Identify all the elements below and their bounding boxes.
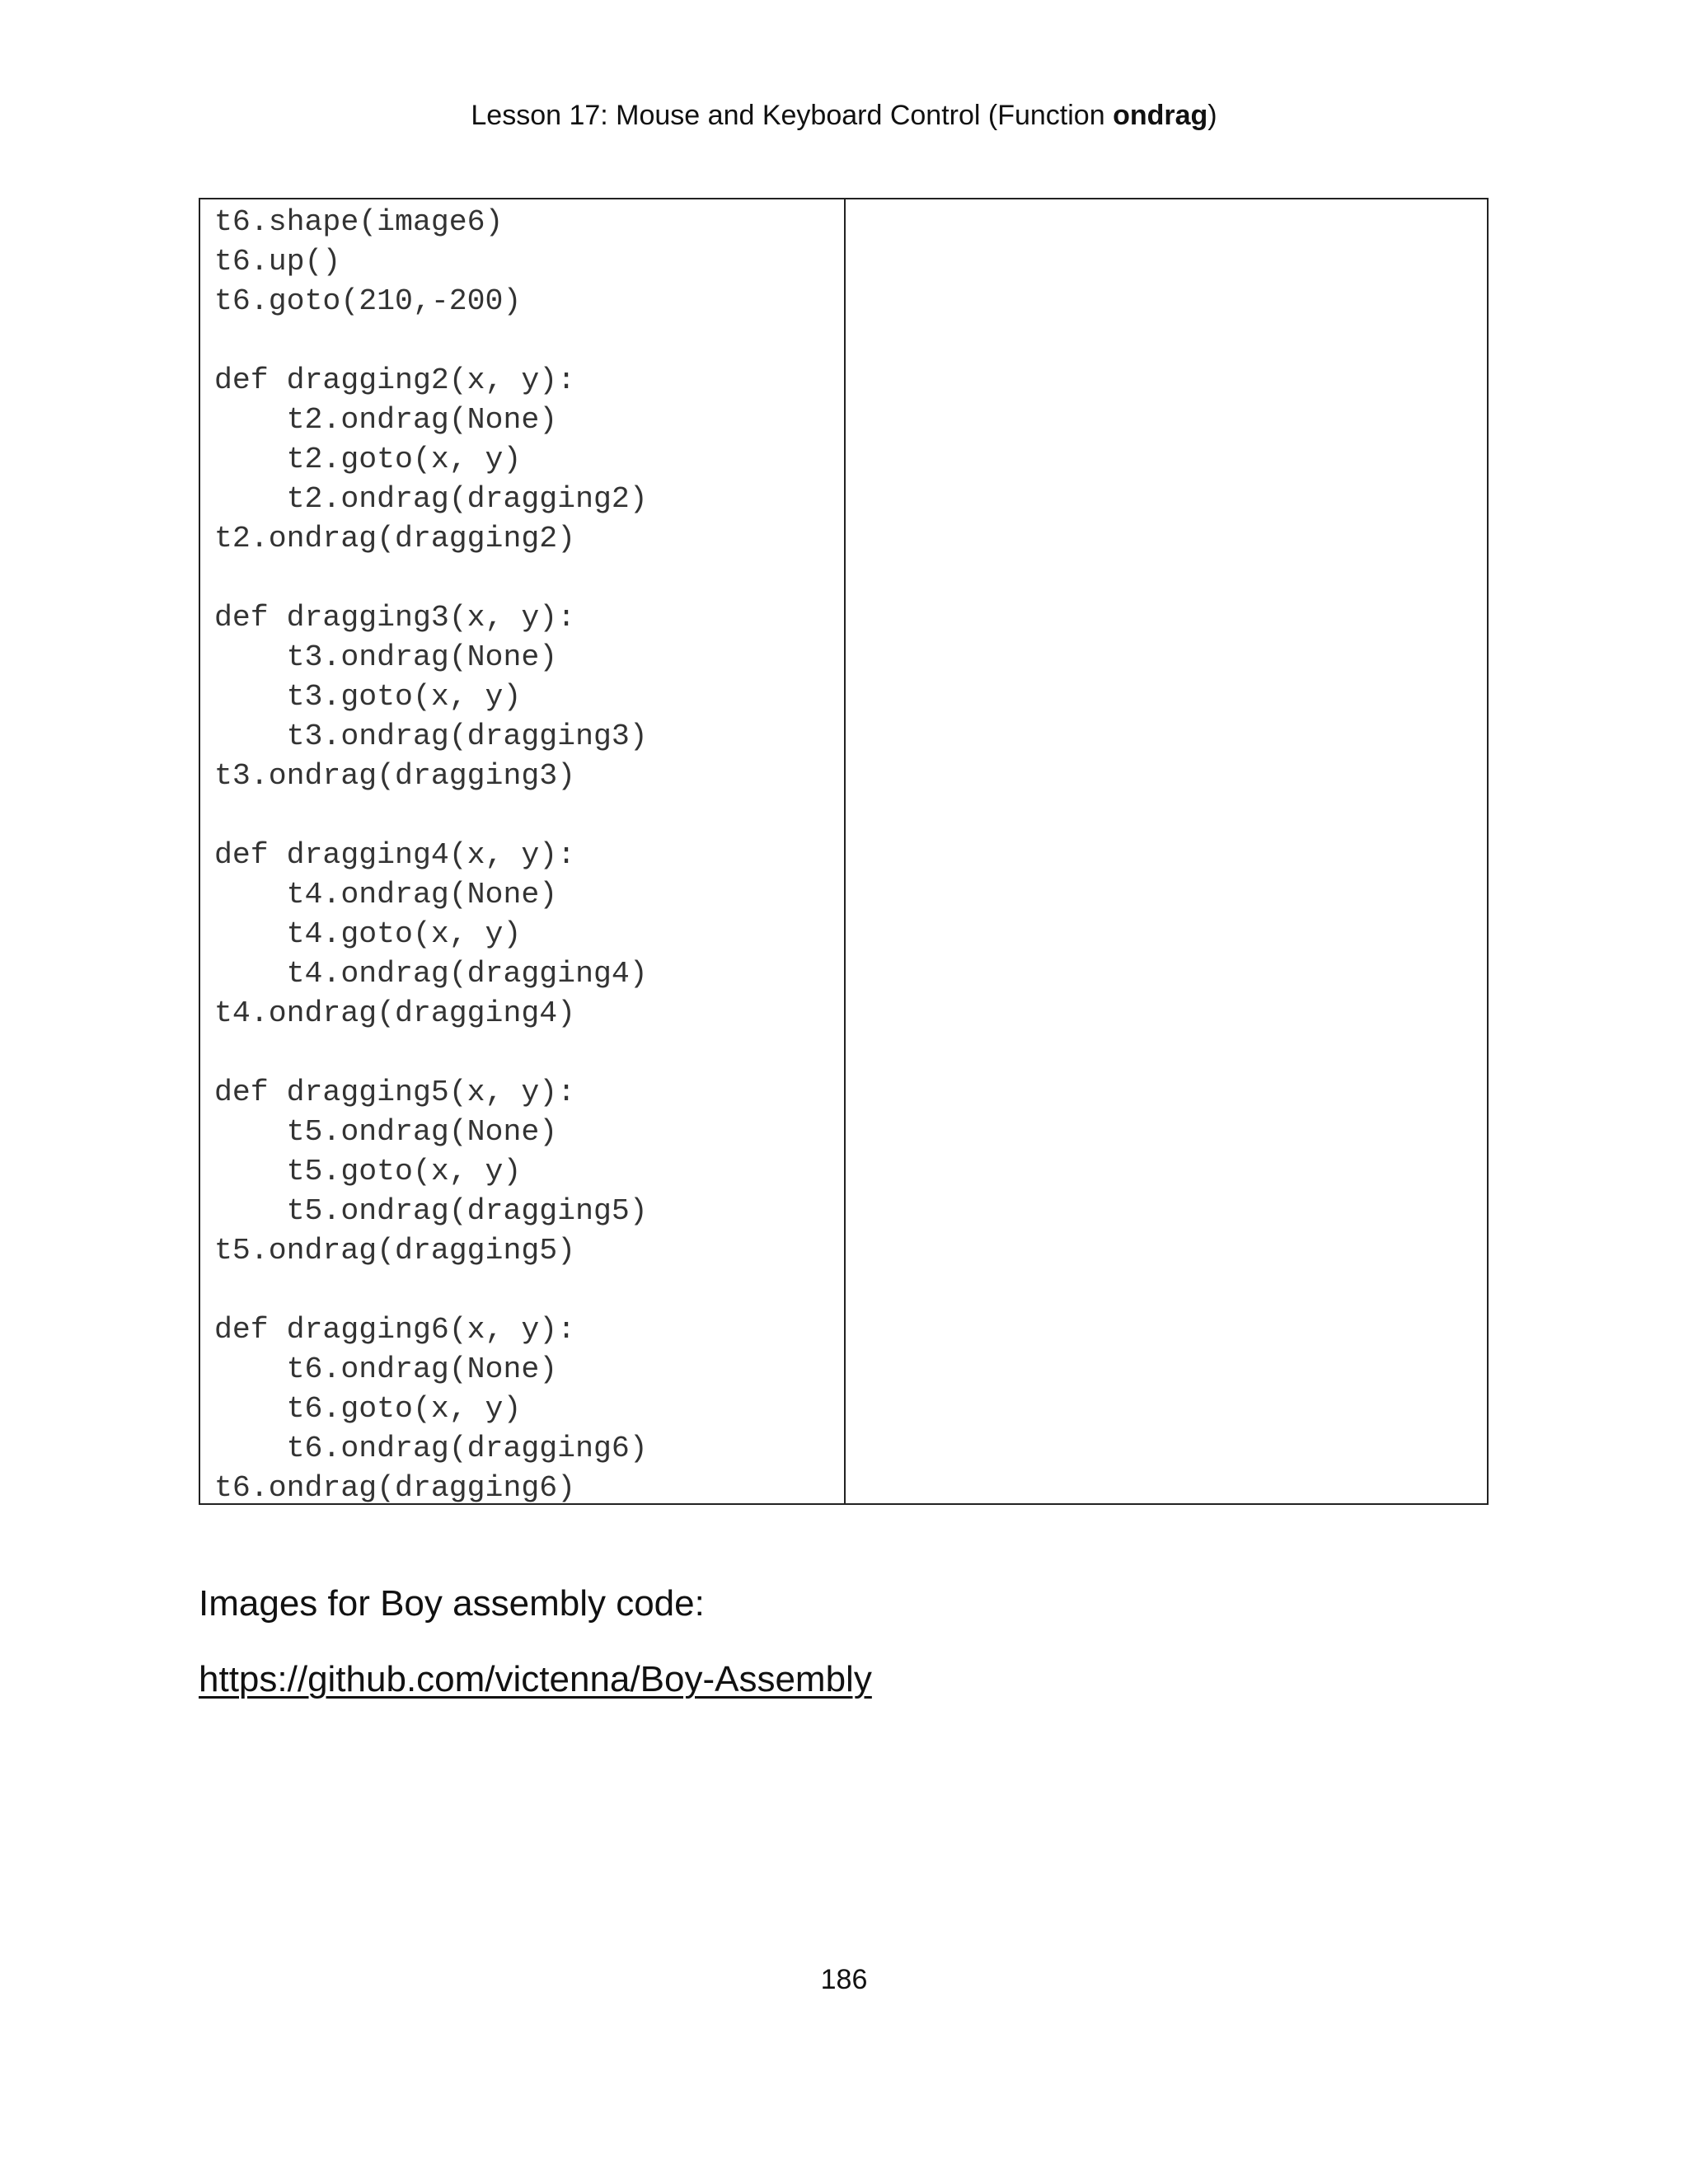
code-line: def dragging4(x, y): <box>214 838 576 872</box>
code-line: t6.ondrag(None) <box>214 1352 558 1386</box>
code-line: t3.goto(x, y) <box>214 680 522 714</box>
code-line <box>214 559 844 598</box>
code-line: t4.ondrag(None) <box>214 878 558 912</box>
page-number: 186 <box>820 1964 868 1995</box>
code-line: t6.goto(x, y) <box>214 1392 522 1426</box>
code-line <box>214 1271 844 1310</box>
code-line: t3.ondrag(None) <box>214 640 558 674</box>
images-caption: Images for Boy assembly code: <box>199 1583 705 1624</box>
code-line: t5.ondrag(dragging5) <box>214 1234 576 1268</box>
code-cell <box>200 199 846 1503</box>
code-line: def dragging3(x, y): <box>214 601 576 635</box>
code-line: t3.ondrag(dragging3) <box>214 719 648 753</box>
code-line: t6.ondrag(dragging6) <box>214 1471 576 1505</box>
code-line <box>214 321 844 361</box>
code-line: t6.ondrag(dragging6) <box>214 1432 648 1465</box>
code-line: t2.goto(x, y) <box>214 443 522 476</box>
code-line: t6.up() <box>214 245 341 279</box>
code-line: t2.ondrag(None) <box>214 403 558 437</box>
code-line: t6.goto(210,-200) <box>214 284 522 318</box>
header-suffix: ) <box>1207 100 1217 131</box>
code-table <box>199 198 1489 1505</box>
code-line: t5.goto(x, y) <box>214 1155 522 1188</box>
code-line <box>214 1033 844 1073</box>
code-line: t5.ondrag(None) <box>214 1115 558 1149</box>
header-prefix: Lesson 17: Mouse and Keyboard Control (Function <box>471 100 1114 131</box>
code-line: def dragging2(x, y): <box>214 363 576 397</box>
code-line: t6.shape(image6) <box>214 205 504 239</box>
header-function-name: ondrag <box>1113 100 1208 131</box>
page-header <box>0 97 1688 134</box>
code-line: t5.ondrag(dragging5) <box>214 1194 648 1228</box>
code-line: t3.ondrag(dragging3) <box>214 759 576 793</box>
code-line: t2.ondrag(dragging2) <box>214 482 648 516</box>
code-line: t2.ondrag(dragging2) <box>214 522 576 555</box>
code-line: t4.ondrag(dragging4) <box>214 996 576 1030</box>
code-line: def dragging6(x, y): <box>214 1313 576 1347</box>
code-line: def dragging5(x, y): <box>214 1076 576 1109</box>
github-link[interactable]: https://github.com/victenna/Boy-Assembly <box>199 1659 872 1699</box>
code-line: t4.goto(x, y) <box>214 917 522 951</box>
output-cell <box>846 199 1487 1503</box>
code-line <box>214 796 844 836</box>
code-line: t4.ondrag(dragging4) <box>214 957 648 991</box>
